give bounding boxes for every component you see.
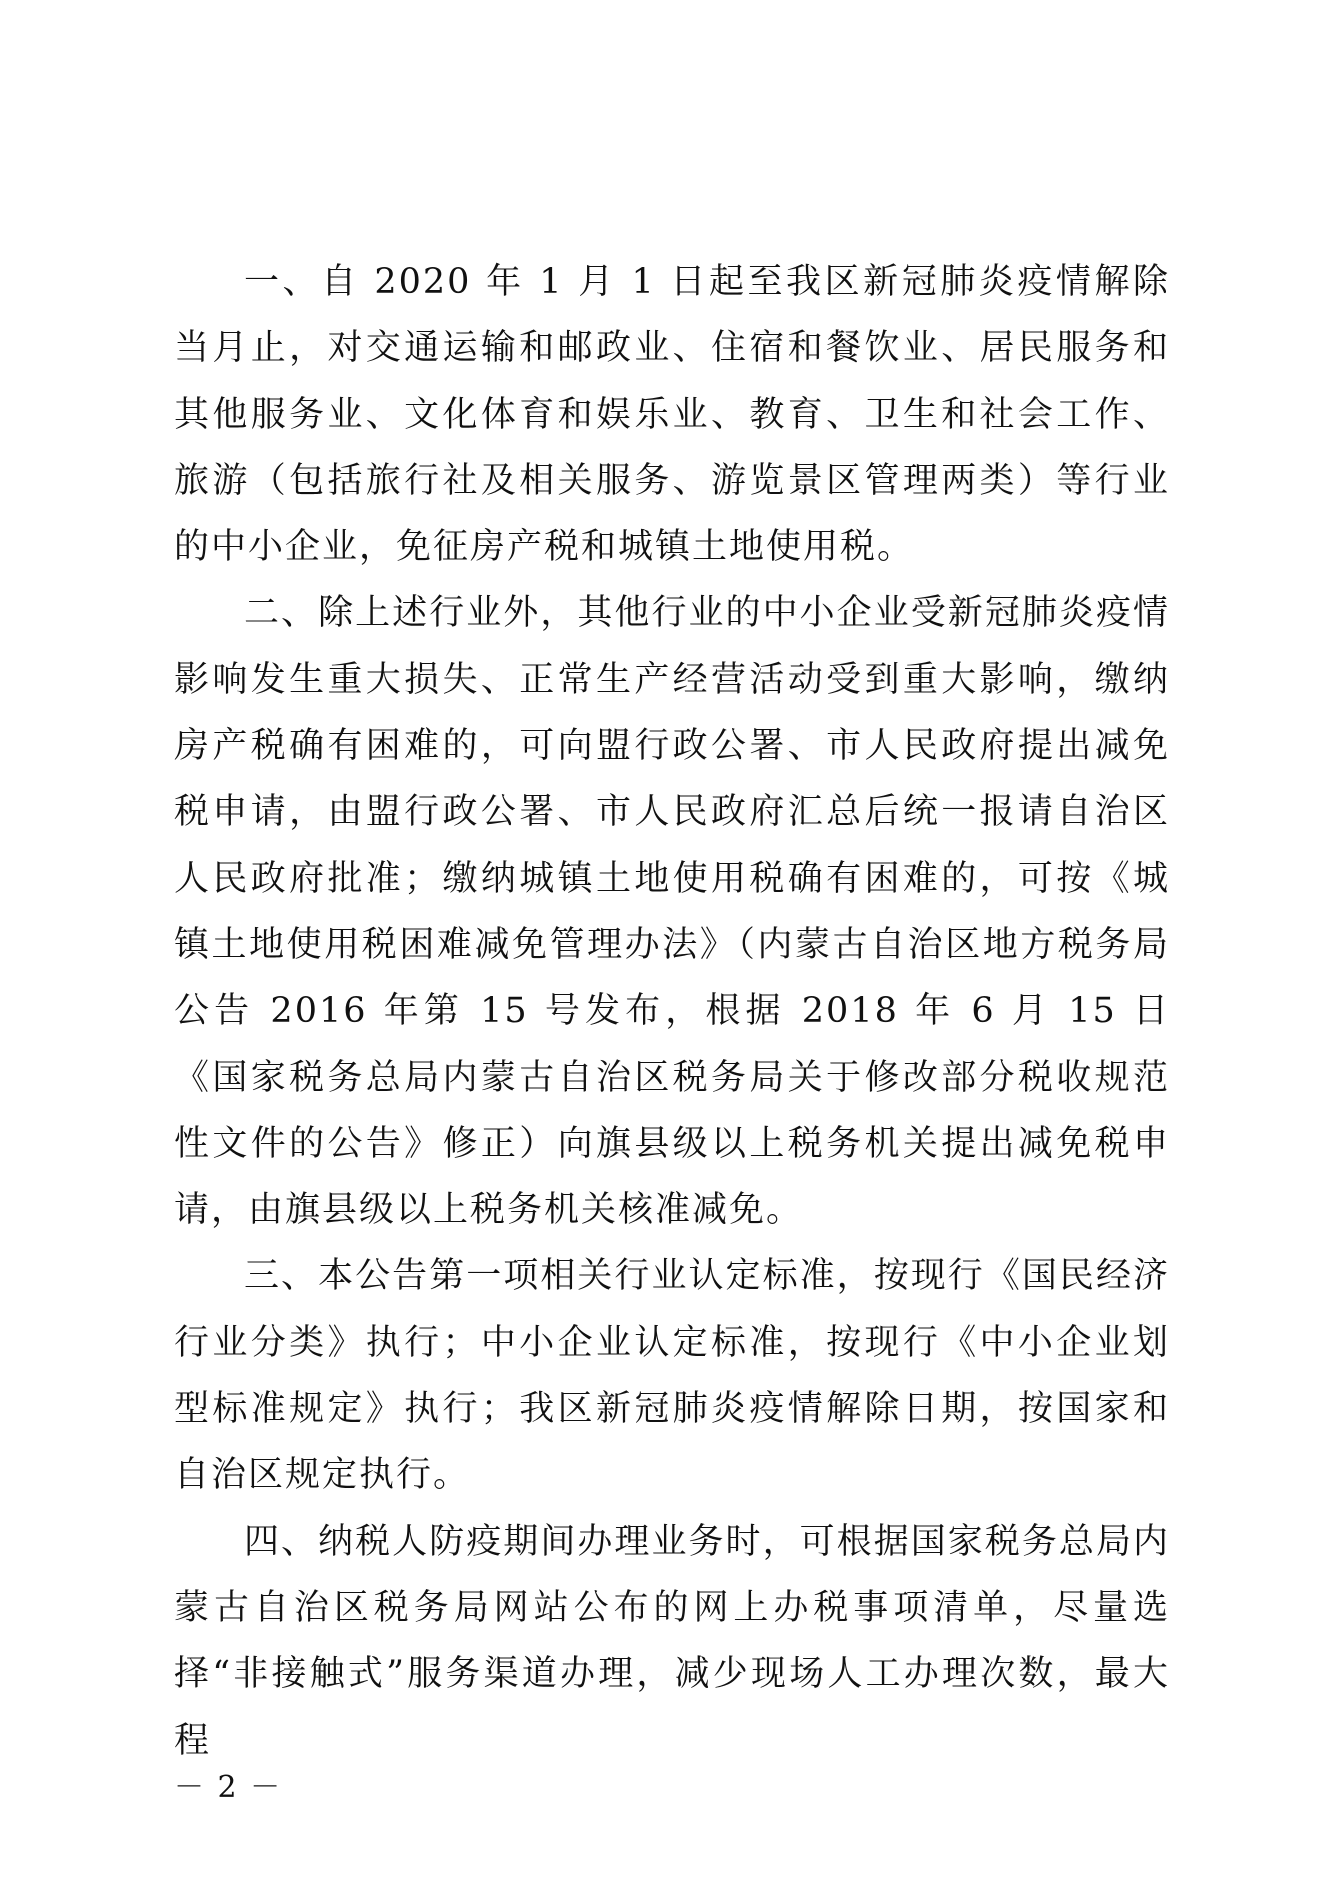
document-body: [174, 249, 1170, 1774]
paragraph-3: 三、本公告第一项相关行业认定标准，按现行《国民经济行业分类》执行；中小企业认定标准，按现行《中小企业划型标准规定》执行；我区新冠肺炎疫情解除日期，按国家和自治区规定执行。: [174, 1256, 1170, 1496]
paragraph-2: 二、除上述行业外，其他行业的中小企业受新冠肺炎疫情影响发生重大损失、正常生产经营活动受到重大影响，缴纳房产税确有困难的，可向盟行政公署、市人民政府提出减免税申请，由盟行政公署、市人民政府汇总后统一报请自治区人民政府批准；缴纳城镇土地使用税确有困难的，可按《城镇土地使用税困难减免管理办法》（内蒙古自治区地方税务局公告 2016 年第 15 号发布，根据 2018 年 6 月 15 日《国家税务总局内蒙古自治区税务局关于修改部分税收规范性文件的公告》修正）向旗县级以上税务机关提出减免税申请，由旗县级以上税务机关核准减免。: [174, 593, 1170, 1231]
paragraph-1: 一、自 2020 年 1 月 1 日起至我区新冠肺炎疫情解除当月止，对交通运输和邮政业、住宿和餐饮业、居民服务和其他服务业、文化体育和娱乐业、教育、卫生和社会工作、旅游（包括旅行社及相关服务、游览景区管理两类）等行业的中小企业，免征房产税和城镇土地使用税。: [174, 262, 1170, 568]
paragraph-4: 四、纳税人防疫期间办理业务时，可根据国家税务总局内蒙古自治区税务局网站公布的网上办税事项清单，尽量选择“非接触式”服务渠道办理，减少现场人工办理次数，最大程: [174, 1521, 1170, 1761]
page-number: － 2 －: [174, 1770, 283, 1805]
